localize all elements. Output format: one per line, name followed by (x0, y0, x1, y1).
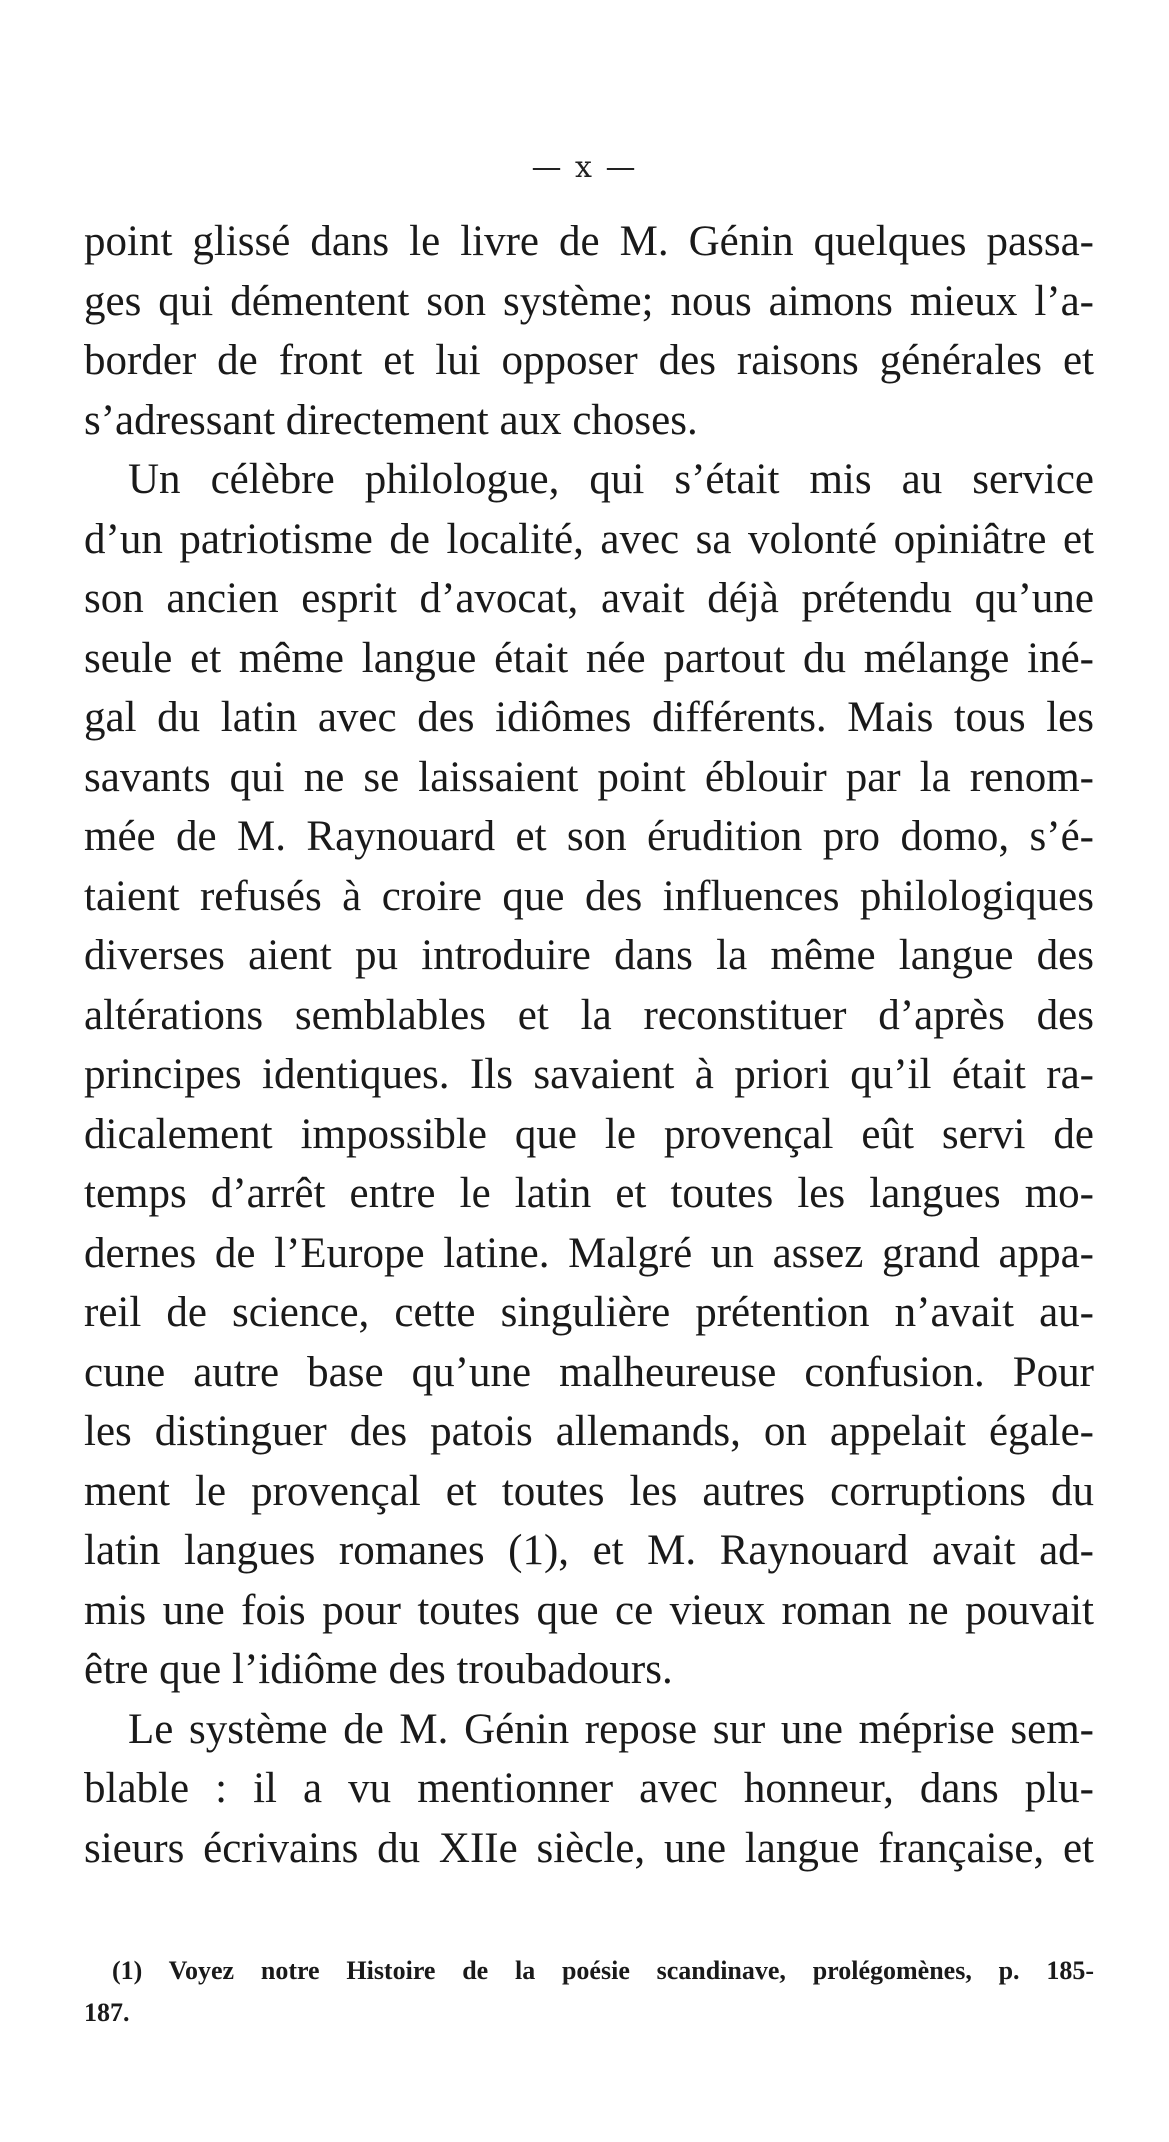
footnote-line: (1) Voyez notre Histoire de la poésie scandinave, prolégomènes, p. 185- (112, 1956, 1094, 1985)
text-line: s’adressant directement aux choses. (84, 396, 698, 444)
text-line: temps d’arrêt entre le latin et toutes les langues mo- (84, 1170, 1094, 1217)
text-line: d’un patriotisme de localité, avec sa volonté opiniâtre et (84, 515, 1094, 563)
text-line: principes identiques. Ils savaient à priori qu’il était ra- (84, 1051, 1094, 1098)
text-line: dernes de l’Europe latine. Malgré un assez grand appa- (84, 1229, 1094, 1277)
footnote (84, 1950, 1094, 2034)
text-line: point glissé dans le livre de M. Génin quelques passa- (84, 218, 1094, 265)
text-line: blable : il a vu mentionner avec honneur, dans plu- (84, 1765, 1094, 1812)
text-line: cune autre base qu’une malheureuse confusion. Pour (84, 1348, 1094, 1396)
text-line: ment le provençal et toutes les autres corruptions du (84, 1467, 1094, 1515)
text-line: reil de science, cette singulière prétention n’avait au- (84, 1289, 1094, 1336)
text-line: altérations semblables et la reconstituer d’après des (84, 991, 1094, 1039)
text-line: son ancien esprit d’avocat, avait déjà prétendu qu’une (84, 575, 1094, 622)
page-number: — x — (531, 150, 638, 185)
text-line: diverses aient pu introduire dans la même langue des (84, 932, 1094, 979)
text-line: latin langues romanes (1), et M. Raynouard avait ad- (84, 1527, 1094, 1574)
paragraph-start-line: Un célèbre philologue, qui s’était mis au service (128, 456, 1094, 503)
text-line: dicalement impossible que le provençal eût servi de (84, 1110, 1094, 1158)
text-line: seule et même langue était née partout du mélange iné- (84, 634, 1094, 682)
text-line: gal du latin avec des idiômes différents. Mais tous les (84, 694, 1094, 741)
text-line: taient refusés à croire que des influences philologiques (84, 872, 1094, 920)
footnote-line: 187. (84, 1998, 130, 2027)
paragraph-start-line: Le système de M. Génin repose sur une méprise sem- (128, 1705, 1094, 1753)
body-text (84, 212, 1094, 1878)
text-line: savants qui ne se laissaient point éblouir par la renom- (84, 753, 1094, 801)
text-line: être que l’idiôme des troubadours. (84, 1646, 673, 1693)
text-line: mée de M. Raynouard et son érudition pro domo, s’é- (84, 813, 1094, 860)
text-line: mis une fois pour toutes que ce vieux roman ne pouvait (84, 1586, 1094, 1634)
text-line: sieurs écrivains du XIIe siècle, une langue française, et (84, 1824, 1094, 1872)
text-line: les distinguer des patois allemands, on appelait égale- (84, 1408, 1094, 1455)
text-line: border de front et lui opposer des raisons générales et (84, 337, 1094, 384)
text-line: ges qui démentent son système; nous aimons mieux l’a- (84, 277, 1094, 325)
